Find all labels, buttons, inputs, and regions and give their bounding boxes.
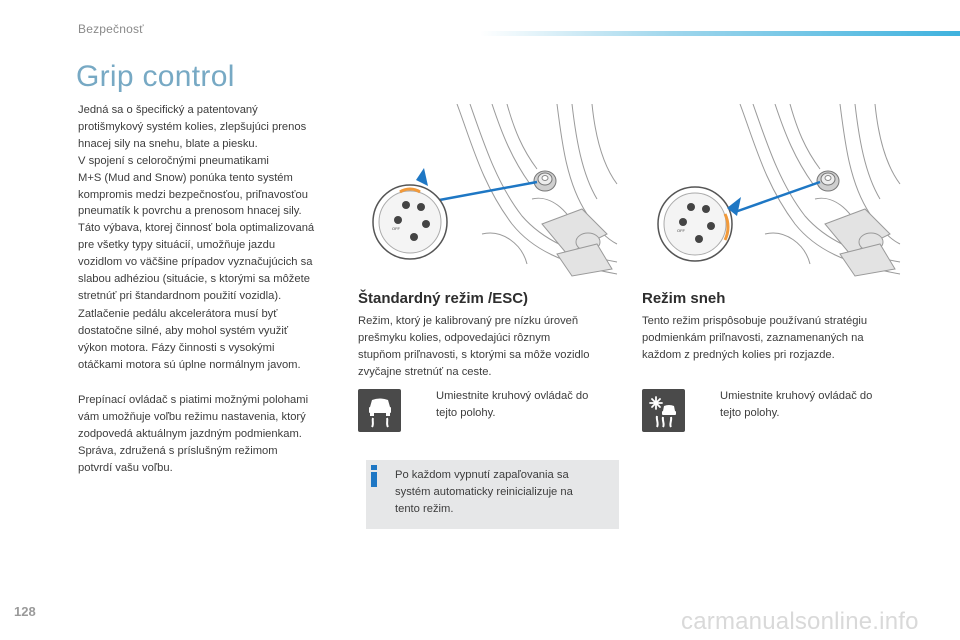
description-line: zvyčajne stretnúť na ceste.	[358, 365, 492, 378]
standard-mode-heading: Štandardný režim /ESC)	[358, 290, 529, 307]
info-line: Po každom vypnutí zapaľovania sa	[395, 469, 569, 481]
intro-line: vám umožňuje voľbu režimu nastavenia, ktorý	[78, 410, 306, 423]
snow-mode-icon	[642, 389, 685, 432]
info-icon	[370, 465, 378, 487]
knob-illustration-snow	[645, 104, 905, 279]
intro-line: Správa, združená s príslušným režimom	[78, 444, 278, 457]
instruction-line: Umiestnite kruhový ovládač do	[436, 390, 589, 402]
description-line: Tento režim prispôsobuje používanú stratégiu	[642, 315, 868, 327]
description-line: Režim, ktorý je kalibrovaný pre nízku úroveň	[358, 315, 579, 327]
intro-line: potvrdí vašu voľbu.	[78, 461, 173, 474]
intro-line: Prepínací ovládač s piatimi možnými polohami	[78, 394, 309, 406]
standard-mode-description	[358, 313, 624, 381]
instruction-line: tejto polohy.	[720, 406, 780, 419]
knob-illustration-standard	[362, 104, 622, 279]
intro-line: slabou adhéziou (situácie, s ktorými sa môžete	[78, 273, 310, 286]
intro-line: vozidlom vo väčšine prípadov vyznačujúcich sa	[78, 256, 313, 269]
snow-mode-heading: Režim sneh	[642, 290, 726, 307]
description-line: prešmyku kolies, odpovedajúci rôznym	[358, 331, 551, 344]
watermark: carmanualsonline.info	[681, 608, 919, 635]
intro-line: protišmykový systém kolies, zlepšujúci prenos	[78, 120, 307, 133]
info-text	[395, 467, 615, 518]
description-line: každom z predných kolies pri rozjazde.	[642, 348, 835, 361]
snow-mode-description	[642, 313, 912, 364]
intro-line: pneumatík k povrchu a prenosom hnacej sily.	[78, 205, 302, 218]
intro-line: Zatlačenie pedálu akcelerátora musí byť	[78, 308, 278, 320]
intro-paragraph-2	[78, 306, 350, 374]
intro-line: stretnúť pri štandardnom použití vozidla).	[78, 289, 282, 302]
info-line: tento režim.	[395, 502, 454, 515]
section-label: Bezpečnosť	[78, 22, 144, 36]
intro-line: kompromis medzi bezpečnosťou, priľnavosťou	[78, 188, 308, 201]
intro-paragraph-1	[78, 102, 350, 305]
intro-line: pre všetky typy situácií, umožňuje jazdu	[78, 239, 276, 252]
knob-off-label: OFF	[677, 228, 685, 233]
intro-line: Jedná sa o špecifický a patentovaný	[78, 104, 258, 116]
intro-paragraph-3	[78, 392, 350, 477]
description-line: podmienkám priľnavosti, zaznamenaných na	[642, 331, 864, 344]
intro-line: Táto výbava, ktorej činnosť bola optimalizovaná	[78, 222, 315, 235]
intro-line: M+S (Mud and Snow) ponúka tento systém	[78, 171, 293, 184]
page-number: 128	[14, 604, 36, 619]
description-line: stupňom priľnavosti, s ktorými sa môže vozidlo	[358, 348, 590, 361]
intro-line: otáčkami motora sú úplne normálnym javom.	[78, 358, 301, 371]
instruction-line: Umiestnite kruhový ovládač do	[720, 390, 873, 402]
knob-off-label: OFF	[392, 226, 400, 231]
intro-line: V spojení s celoročnými pneumatikami	[78, 154, 269, 167]
esc-road-icon	[358, 389, 401, 432]
header-rule	[480, 31, 960, 36]
intro-line: zodpovedá aktuálnym jazdným podmienkam.	[78, 427, 302, 440]
instruction-line: tejto polohy.	[436, 406, 496, 419]
intro-line: výkon motora. Fázy činnosti s vysokými	[78, 341, 275, 354]
page-title: Grip control	[76, 60, 235, 93]
info-line: systém automaticky reinicializuje na	[395, 485, 573, 498]
intro-line: dostatočne silné, aby mohol systém využiť	[78, 324, 289, 337]
intro-line: hnacej sily na snehu, blate a piesku.	[78, 137, 258, 150]
